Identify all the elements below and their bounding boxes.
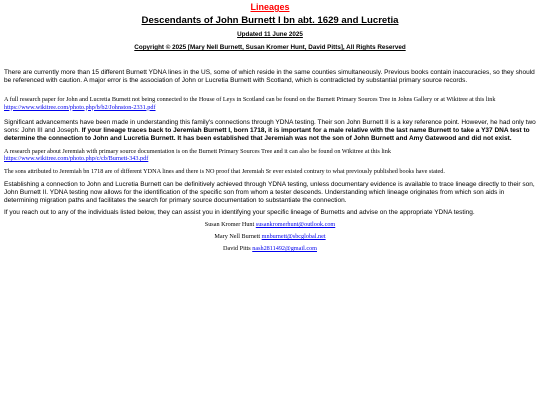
research-paper-text: A full research paper for John and Lucretia Burnett not being connected to the House of Leys in Scotland can be found on the Burnett Primary Sources Tree in Johns Gallery or at Wikitree at this link [4,96,496,103]
updated-date: Updated 11 June 2025 [237,31,303,38]
intro-paragraph: There are currently more than 15 different Burnett YDNA lines in the US, some of which reside in the same counties simultaneously. Previous books contain inaccuracies, so they should be referenced with caution. A major error is the association of John or Lucretia Burnett with Scotland, which is contradicted by substantial primary source records. [4,69,535,84]
advancements-text: Significant advancements have been made in understanding this family's connections through YDNA testing. Their son John Burnett II is a key reference point. However, he had only two sons: John III and Joseph. [4,118,536,134]
research-paper-paragraph [4,96,536,112]
header [4,2,536,52]
contact-name: Susan Kromer Hunt [204,220,256,228]
contact-email-link[interactable]: mnburnett@sbcglobal.net [261,232,326,240]
sons-attributed-paragraph: The sons attributed to Jeremiah bn 1718 are of different YDNA lines and there is NO proof that Jeremiah Sr ever existed contrary to what previously published books have stated. [4,168,445,176]
advancements-bold-text: If your lineage traces back to Jeremiah Burnett I, born 1718, it is important for a male relative with the last name Burnett to take a Y37 DNA test to determine the connection to John and Lucretia Burnett. It has been established that Jeremiah was not the son of John Burnett and Amy Gatewood and did not exist. [4,126,530,142]
research-paper-link[interactable]: https://www.wikitree.com/photo.php/b/b2/Johnston-2331.pdf [4,103,156,111]
jeremiah-paper-link[interactable]: https://www.wikitree.com/photo.php/c/cb/Burnett-343.pdf [4,155,149,163]
page-title: Descendants of John Burnett I bn abt. 1629 and Lucretia [141,15,399,26]
copyright-notice: Copyright © 2025 [Mary Nell Burnett, Susan Kromer Hunt, David Pitts], All Rights Reserved [134,44,406,51]
reach-out-paragraph: If you reach out to any of the individuals listed below, they can assist you in identifying your specific lineage of Burnetts and advise on the appropriate YDNA testing. [4,208,475,216]
establishing-connection-paragraph: Establishing a connection to John and Lucretia Burnett can be definitively achieved through YDNA testing, unless documentary evidence is available to trace lineage directly to their son, John Burnett II. YDNA testing now allows for the identification of the specific son from whom a tester descends. Understanding which lineage originates from which son aids in determining migration paths and facilitates the search for primary source documentation to substantiate the connection. [4,180,535,204]
contact-susan [4,221,536,229]
contact-email-link[interactable]: nash2811492@gmail.com [252,244,317,252]
contact-david [4,245,536,253]
contact-name: David Pitts [223,244,253,252]
lineages-link[interactable]: Lineages [250,2,290,12]
jeremiah-paper-text: A research paper about Jeremiah with primary source documentation is on the Burnett Primary Sources Tree and it can also be found on Wikitree at this link [4,147,391,155]
contact-email-link[interactable]: susankromerhunt@outlook.com [255,220,336,228]
jeremiah-paper-paragraph [4,148,536,164]
contact-mary-nell [4,233,536,241]
contact-name: Mary Nell Burnett [214,232,262,240]
contact-list [4,221,536,253]
ydna-advancements-paragraph [4,119,536,143]
